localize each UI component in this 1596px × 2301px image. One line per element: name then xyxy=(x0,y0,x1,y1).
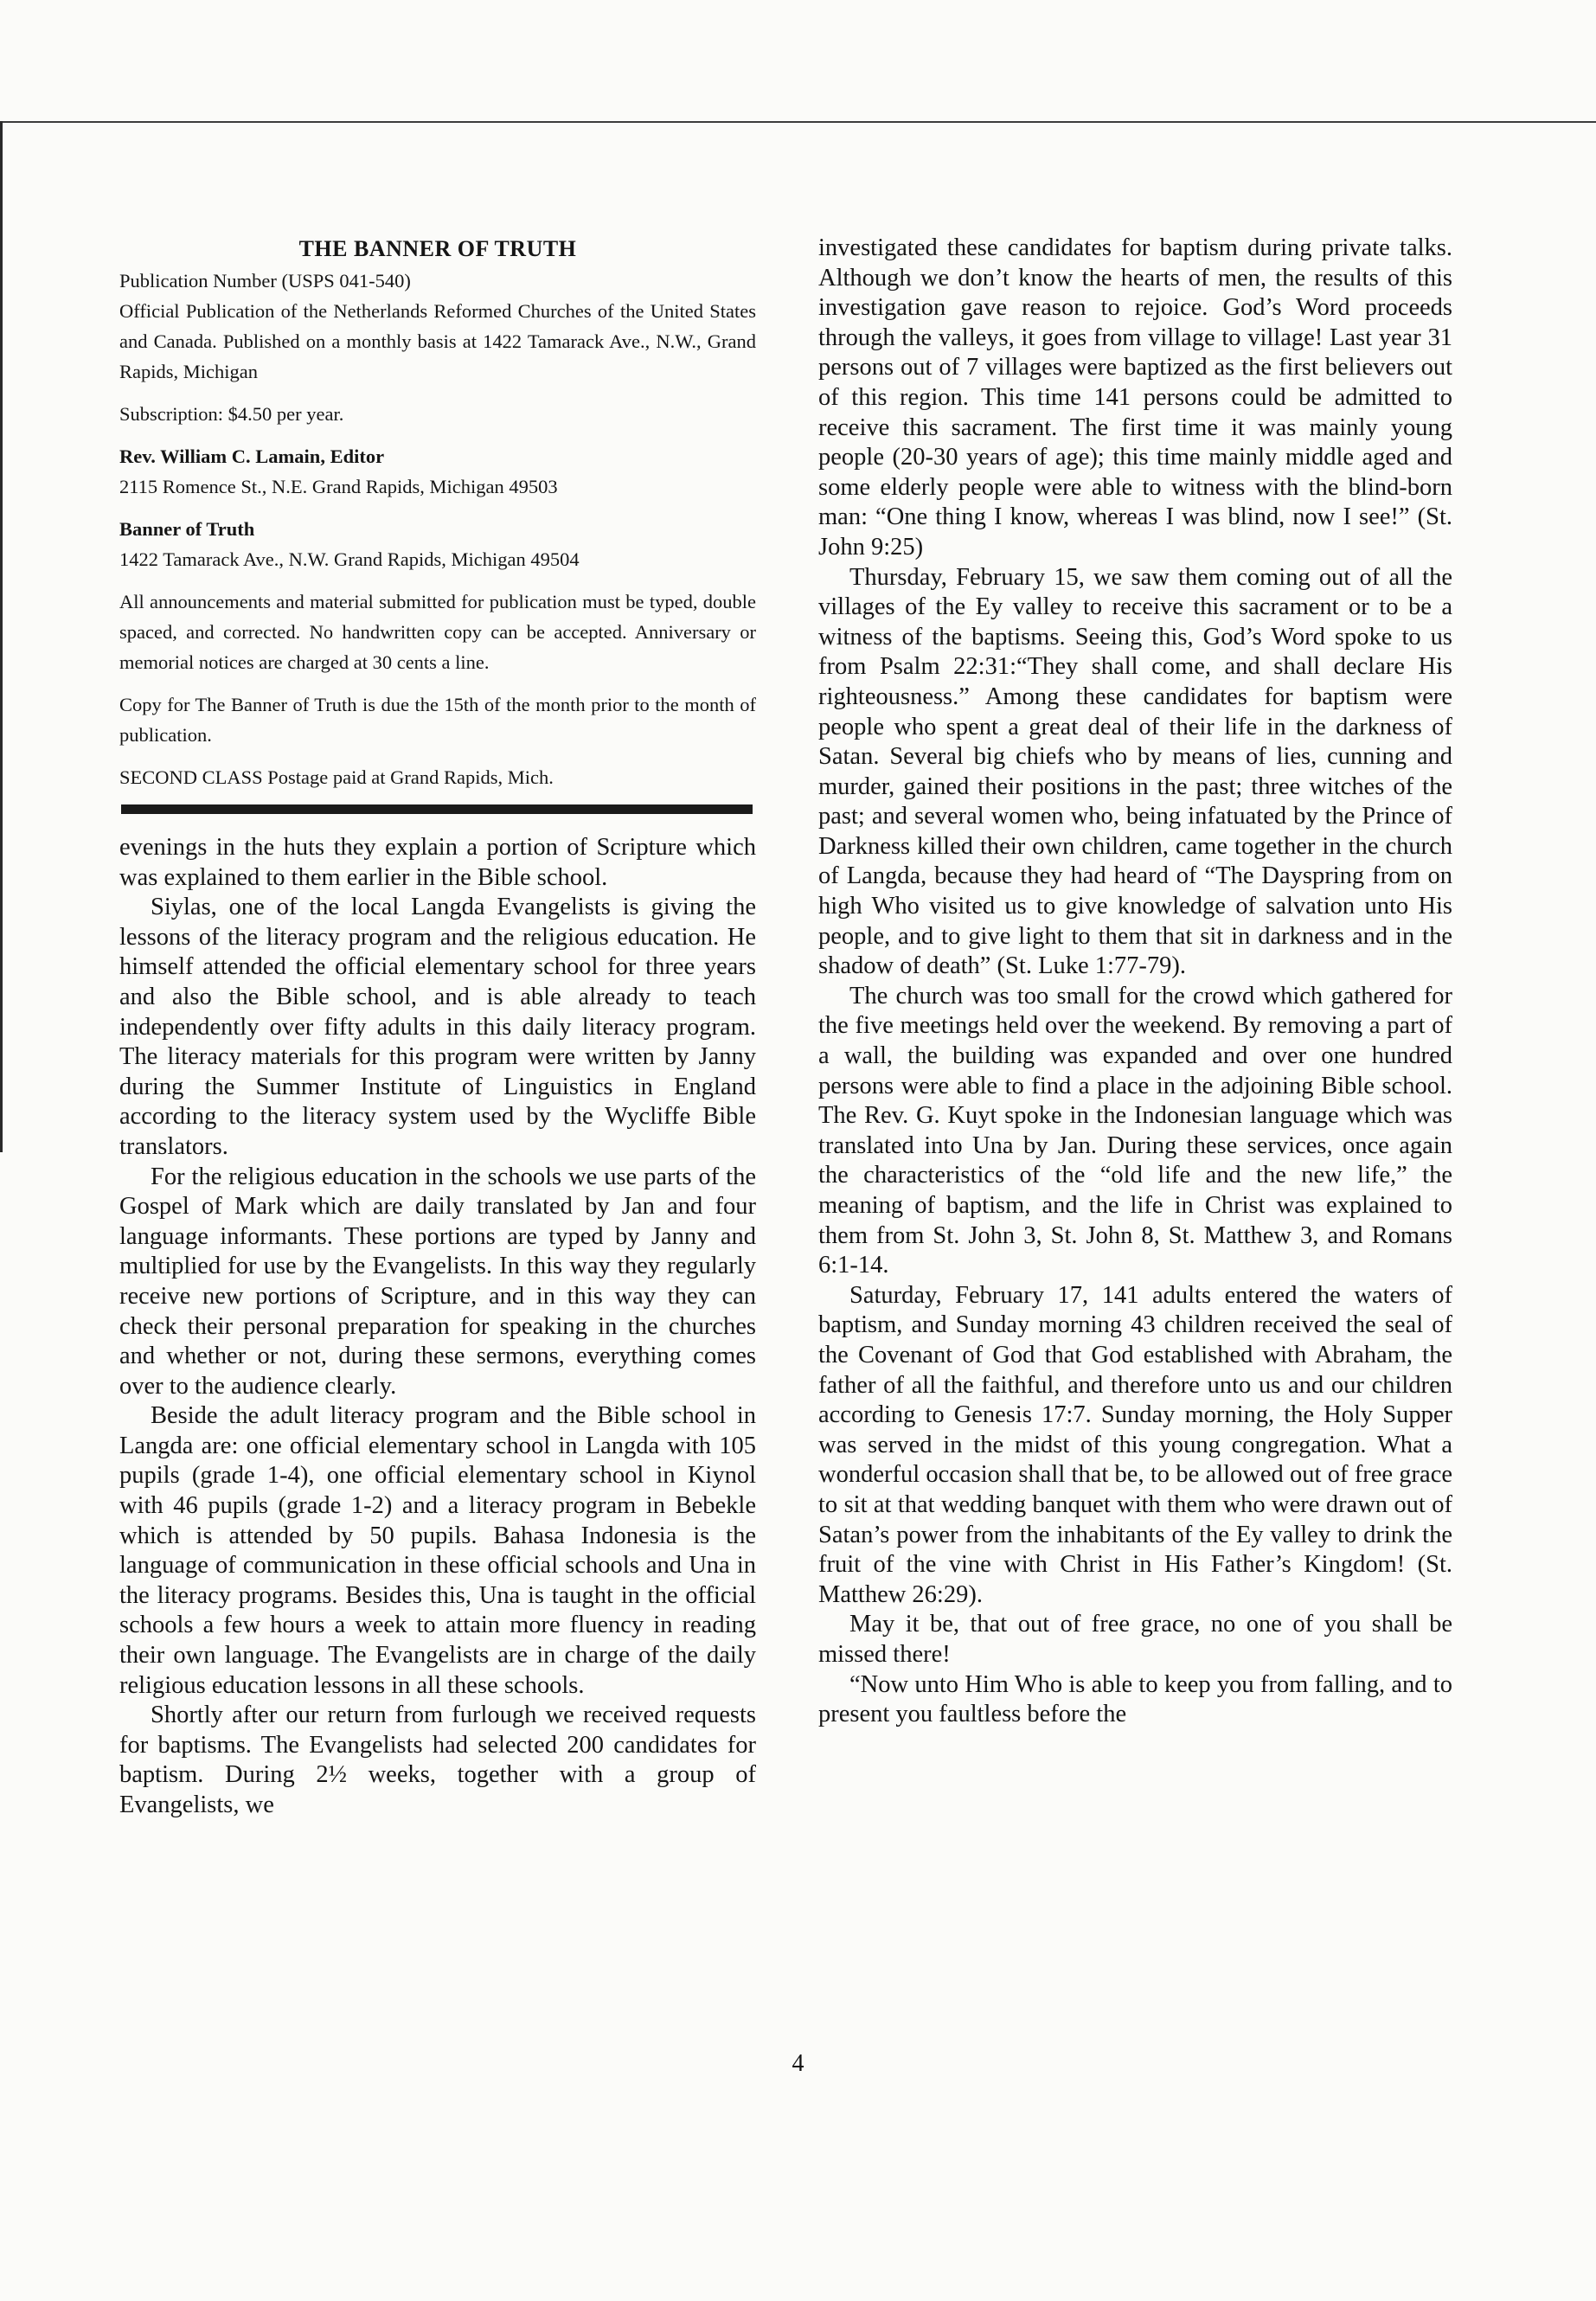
editor-name: Rev. William C. Lamain, Editor xyxy=(119,445,385,467)
page-number: 4 xyxy=(792,2050,804,2077)
paragraph: Beside the adult literacy program and the Bible school in Langda are: one official elementary school in Langda with 105 pupils (grade 1-4), one official elementary school in Kiynol with 46 pupils (grade 1-2) and a literacy program in Bebekle which is attended by 50 pupils. Bahasa Indonesia is the language of communication in these official schools and Una in the literacy programs. Besides this, Una is taught in the official schools a few hours a week to attain more fluency in reading their own language. The Evangelists are in charge of the daily religious education lessons in all these schools. xyxy=(119,1402,756,1699)
paragraph: “Now unto Him Who is able to keep you from falling, and to present you faultless before the xyxy=(818,1670,1452,1728)
scan-edge-left xyxy=(0,121,3,1152)
paragraph: Siylas, one of the local Langda Evangelists is giving the lessons of the literacy program and the religious education. He himself attended the official elementary school for three years and also the Bible school, and is able already to teach independently over fifty adults in this daily literacy program. The literacy materials for this program were written by Janny during the Summer Institute of Linguistics in England according to the literacy system used by the Wycliffe Bible translators. xyxy=(119,894,756,1160)
right-column xyxy=(818,234,1452,1730)
left-column-body xyxy=(119,833,756,1821)
paragraph: evenings in the huts they explain a portion of Scripture which was explained to them earlier in the Bible school. xyxy=(119,834,756,891)
left-column xyxy=(119,234,756,1821)
office-name: Banner of Truth xyxy=(119,518,255,540)
editor-address: 2115 Romence St., N.E. Grand Rapids, Michigan 49503 xyxy=(119,476,558,497)
copy-due-notice: Copy for The Banner of Truth is due the 15th of the month prior to the month of publication. xyxy=(119,694,756,746)
office-address: 1422 Tamarack Ave., N.W. Grand Rapids, Michigan 49504 xyxy=(119,548,580,570)
masthead-title: THE BANNER OF TRUTH xyxy=(298,236,577,261)
scan-edge-top xyxy=(0,121,1596,123)
postage-notice: SECOND CLASS Postage paid at Grand Rapids, Mich. xyxy=(119,766,554,788)
official-publication: Official Publication of the Netherlands Reformed Churches of the United States and Canada. Published on a monthly basis at 1422 Tamarack Ave., N.W., Grand Rapids, Michigan xyxy=(119,300,756,382)
announcements-notice: All announcements and material submitted for publication must be typed, double spaced, and corrected. No handwritten copy can be accepted. Anniversary or memorial notices are charged at 30 cents a line. xyxy=(119,591,756,673)
paragraph: Shortly after our return from furlough we received requests for baptisms. The Evangelists had selected 200 candidates for baptism. During 2½ weeks, together with a group of Evangelists, we xyxy=(119,1702,756,1818)
paragraph: For the religious education in the schools we use parts of the Gospel of Mark which are daily translated by Jan and four language informants. These portions are typed by Janny and multiplied for use by the Evangelists. In this way they regularly receive new portions of Scripture, and in this way they can check their personal preparation for speaking in the churches and whether or not, during these sermons, everything comes over to the audience clearly. xyxy=(119,1163,756,1400)
masthead xyxy=(119,234,756,792)
paragraph: investigated these candidates for baptism during private talks. Although we don’t know the hearts of men, the results of this investigation gave reason to rejoice. God’s Word proceeds through the valleys, it goes from village to village! Last year 31 persons out of 7 villages were baptized as the first believers out of this region. This time 141 persons could be admitted to receive this sacrament. The first time it was mainly young people (20-30 years of age); this time mainly middle aged and some elderly people were able to witness with the blind-born man: “One thing I know, whereas I was blind, now I see!” (St. John 9:25) xyxy=(818,234,1452,561)
paragraph: Saturday, February 17, 141 adults entered the waters of baptism, and Sunday morning 43 children received the seal of the Covenant of God that God established with Abraham, the father of all the faithful, and therefore unto us and our children according to Genesis 17:7. Sunday morning, the Holy Supper was served in the midst of this young congregation. What a wonderful occasion shall that be, to be allowed out of free grace to sit at that wedding banquet with them who were drawn out of Satan’s power from the inhabitants of the Ey valley to drink the fruit of the vine with Christ in His Father’s Kingdom! (St. Matthew 26:29). xyxy=(818,1281,1452,1608)
subscription: Subscription: $4.50 per year. xyxy=(119,403,344,425)
paragraph: May it be, that out of free grace, no one of you shall be missed there! xyxy=(818,1611,1452,1668)
masthead-rule xyxy=(121,804,753,814)
publication-number: Publication Number (USPS 041-540) xyxy=(119,270,411,292)
paragraph: Thursday, February 15, we saw them coming out of all the villages of the Ey valley to receive this sacrament or to be a witness of the baptisms. Seeing this, God’s Word spoke to us from Psalm 22:31:“They shall come, and shall declare His righteousness.” Among these candidates for baptism were people who spent a great deal of their life in the darkness of Satan. Several big chiefs who by means of lies, cunning and murder, gained their positions in the past; three witches of the past; and several women who, being infatuated by the Prince of Darkness killed their own children, came together in the church of Langda, because they had heard of “The Dayspring from on high Who visited us to give knowledge of salvation unto His people, and to give light to them that sit in darkness and in the shadow of death” (St. Luke 1:77-79). xyxy=(818,563,1452,980)
paragraph: The church was too small for the crowd which gathered for the five meetings held over the weekend. By removing a part of a wall, the building was expanded and over one hundred persons were able to find a place in the adjoining Bible school. The Rev. G. Kuyt spoke in the Indonesian language which was translated into Una by Jan. During these services, once again the characteristics of the “old life and the new life,” the meaning of baptism, and the life in Christ was explained to them from St. John 3, St. John 8, St. Matthew 3, and Romans 6:1-14. xyxy=(818,982,1452,1279)
right-column-body xyxy=(818,234,1452,1730)
